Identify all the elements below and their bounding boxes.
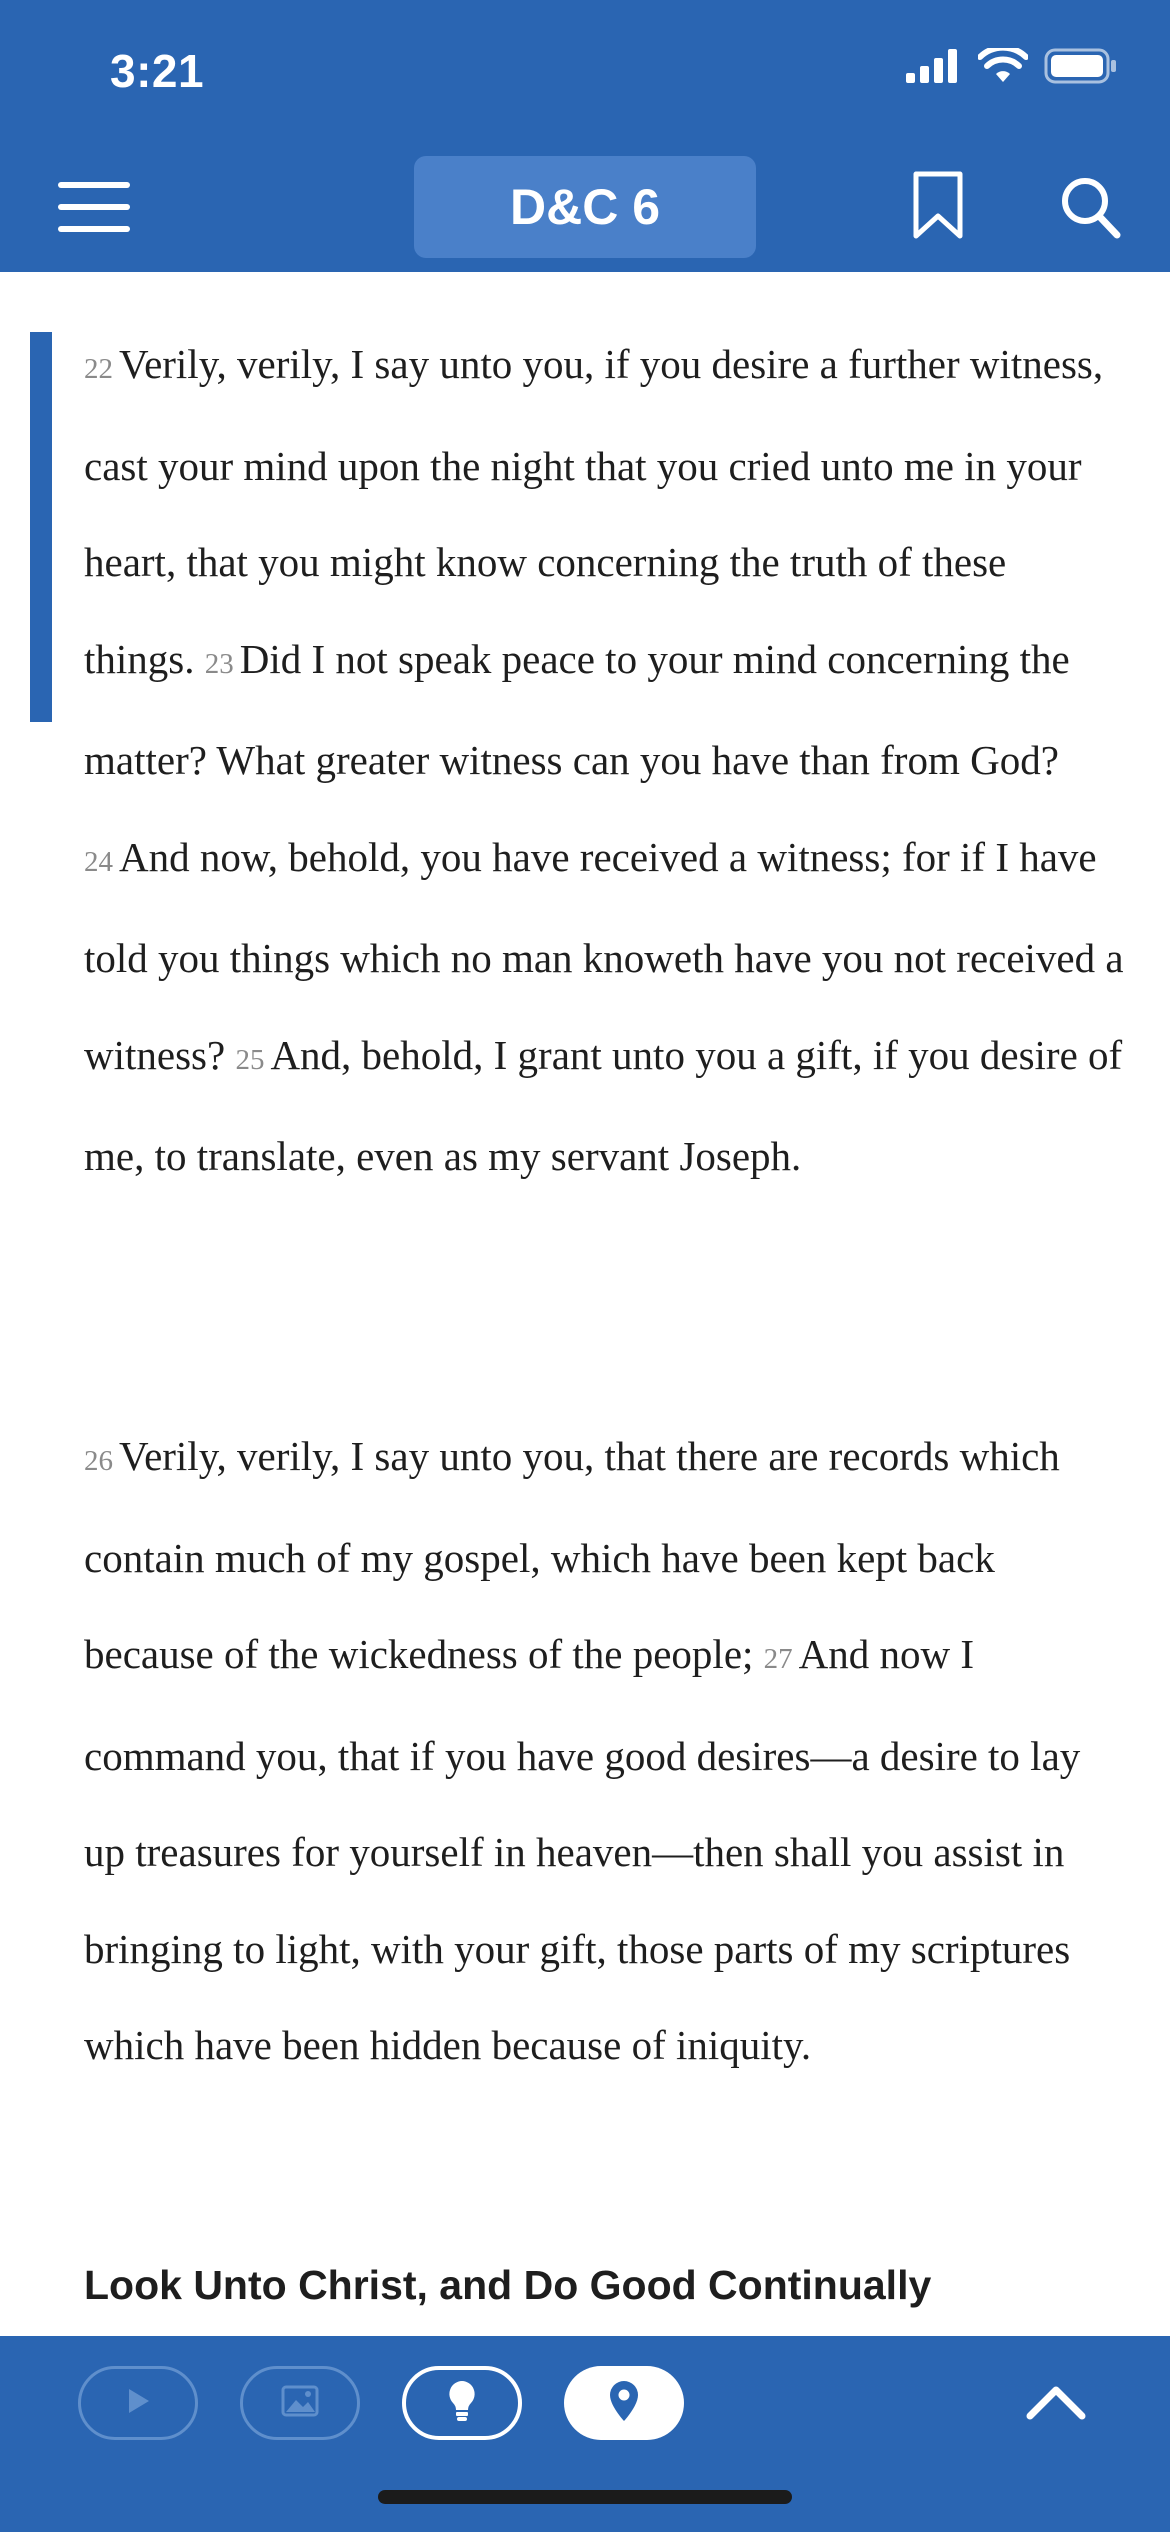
verse-number[interactable]: 23 [204, 647, 234, 680]
verse-number[interactable]: 25 [235, 1043, 265, 1076]
play-icon [123, 2386, 153, 2421]
chapter-title-button[interactable]: D&C 6 [414, 156, 756, 258]
home-indicator[interactable] [378, 2490, 792, 2504]
verse-text[interactable]: Verily, verily, I say unto you, that there are records which contain much of my gospel, which have been kept back because of the wickedness of the people; [84, 1433, 1060, 1677]
verse-number[interactable]: 22 [84, 353, 113, 385]
hamburger-menu-icon[interactable] [58, 180, 132, 234]
paragraph [84, 316, 1124, 1205]
map-location-button[interactable] [564, 2366, 684, 2440]
bookmark-icon[interactable] [910, 170, 966, 240]
lightbulb-icon [447, 2379, 477, 2428]
navigation-row [0, 156, 1170, 256]
verse-highlight-marker[interactable] [30, 332, 52, 722]
verse-text[interactable]: And now, behold, you have received a witness; for if I have told you things which no man knoweth have you not received a witness? [84, 833, 1124, 1078]
location-pin-icon [608, 2379, 640, 2428]
status-time: 3:21 [110, 45, 205, 97]
verse-number[interactable]: 27 [763, 1643, 793, 1675]
section-heading: Look Unto Christ, and Do Good Continually [84, 2262, 932, 2308]
play-audio-button[interactable] [78, 2366, 198, 2440]
paragraph [84, 1408, 1124, 2094]
verse-number[interactable]: 26 [84, 1445, 113, 1477]
chevron-up-icon[interactable] [1024, 2376, 1088, 2426]
status-icons [906, 48, 1118, 89]
verse-number[interactable]: 24 [84, 845, 113, 878]
verse-text[interactable]: And now I command you, that if you have good desires—a desire to lay up treasures for yourself in heaven—then shall you assist in bringing to light, with your gift, those parts of my scriptures which have been hidden because of iniquity. [84, 1631, 1081, 2068]
related-content-button[interactable] [402, 2366, 522, 2440]
verse-text[interactable]: Verily, verily, I say unto you, if you desire a further witness, cast your mind upon the night that you cried unto me in your heart, that you might know concerning the truth of these things. [84, 341, 1104, 682]
search-icon[interactable] [1060, 176, 1122, 240]
verse-text[interactable]: And, behold, I grant unto you a gift, if you desire of me, to translate, even as my servant Joseph. [84, 1031, 1123, 1179]
verse-text[interactable]: Did I not speak peace to your mind concerning the matter? What greater witness can you have than from God? [84, 635, 1070, 783]
wifi-icon [978, 48, 1028, 89]
battery-icon [1044, 48, 1118, 89]
top-bar [0, 0, 1170, 272]
images-button[interactable] [240, 2366, 360, 2440]
signal-icon [906, 49, 962, 88]
image-icon [281, 2385, 319, 2422]
scripture-content [0, 272, 1170, 2336]
